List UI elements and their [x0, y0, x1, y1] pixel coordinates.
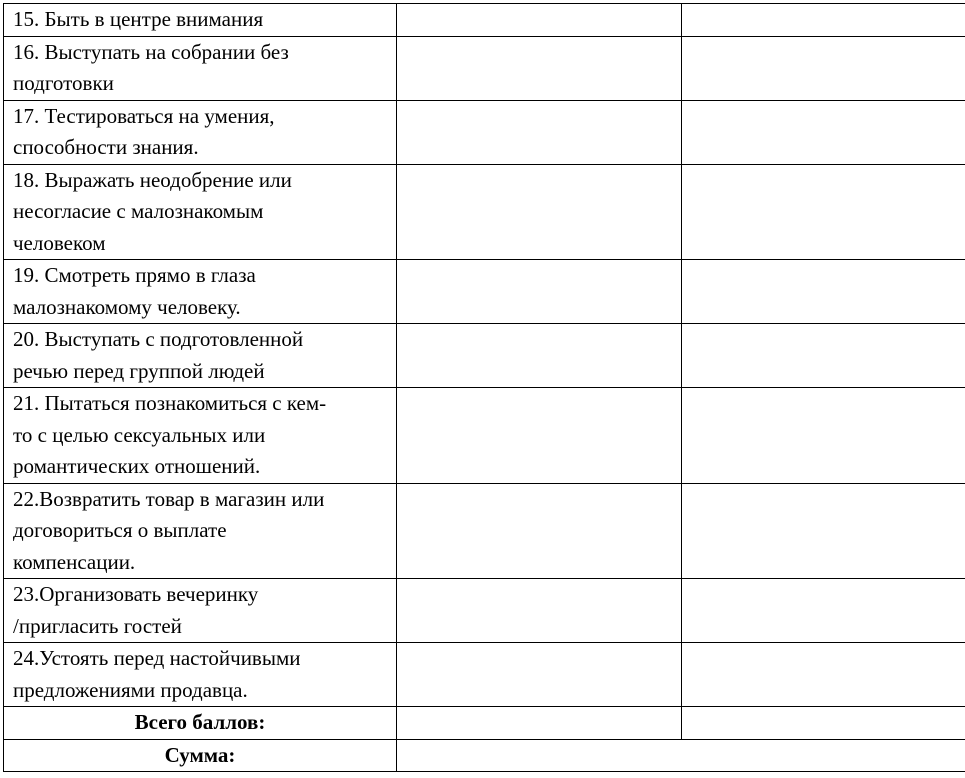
item-text-line: человеком	[13, 230, 106, 255]
table-row	[4, 4, 965, 37]
sum-cell[interactable]	[397, 739, 965, 772]
score-cell-1[interactable]	[397, 36, 682, 100]
total-label: Всего баллов:	[4, 707, 397, 740]
score-cell-2[interactable]	[682, 388, 965, 484]
item-text-cell	[4, 579, 397, 643]
table-row	[4, 36, 965, 100]
item-text-line: компенсации.	[13, 549, 136, 574]
score-cell-1[interactable]	[397, 324, 682, 388]
score-cell-1[interactable]	[397, 100, 682, 164]
item-text-cell	[4, 388, 397, 484]
item-text-line: то с целью сексуальных или	[13, 422, 266, 447]
score-cell-2[interactable]	[682, 36, 965, 100]
score-cell-1[interactable]	[397, 643, 682, 707]
item-text-line: способности знания.	[13, 135, 199, 159]
sum-row	[4, 739, 965, 772]
score-cell-2[interactable]	[682, 643, 965, 707]
item-text-line: 21. Пытаться познакомиться с кем-	[13, 391, 327, 415]
score-cell-1[interactable]	[397, 579, 682, 643]
item-text-line: 16. Выступать на собрании без	[13, 39, 289, 64]
item-text-line: 24.Устоять перед настойчивыми	[13, 646, 301, 670]
table-row	[4, 579, 965, 643]
score-cell-1[interactable]	[397, 388, 682, 484]
score-cell-2[interactable]	[682, 579, 965, 643]
item-text-line: речью перед группой людей	[13, 358, 265, 383]
score-cell-2[interactable]	[682, 260, 965, 324]
score-cell-1[interactable]	[397, 260, 682, 324]
item-text-line: 23.Организовать вечеринку	[13, 582, 259, 606]
item-text-line: романтических отношений.	[13, 454, 261, 478]
item-text-line: 15. Быть в центре внимания	[13, 7, 264, 31]
item-text-cell	[4, 4, 397, 37]
score-cell-2[interactable]	[682, 483, 965, 579]
score-cell-1[interactable]	[397, 4, 682, 37]
item-text-line: предложениями продавца.	[13, 677, 248, 702]
table-row	[4, 643, 965, 707]
score-cell-2[interactable]	[682, 4, 965, 37]
sum-label: Сумма:	[4, 739, 397, 772]
table-row	[4, 100, 965, 164]
total-cell-1[interactable]	[397, 707, 682, 740]
score-cell-1[interactable]	[397, 164, 682, 260]
item-text-cell	[4, 100, 397, 164]
table-row	[4, 324, 965, 388]
table-row	[4, 388, 965, 484]
score-cell-2[interactable]	[682, 164, 965, 260]
questionnaire-table	[3, 3, 965, 772]
item-text-line: /пригласить гостей	[13, 613, 182, 638]
table-row	[4, 164, 965, 260]
item-text-cell	[4, 164, 397, 260]
item-text-cell	[4, 483, 397, 579]
item-text-line: малознакомому человеку.	[13, 294, 241, 319]
item-text-cell	[4, 324, 397, 388]
total-row	[4, 707, 965, 740]
item-text-cell	[4, 36, 397, 100]
item-text-line: 18. Выражать неодобрение или	[13, 167, 292, 192]
item-text-line: несогласие с малознакомым	[13, 199, 264, 223]
item-text-cell	[4, 260, 397, 324]
table-row	[4, 260, 965, 324]
score-cell-2[interactable]	[682, 324, 965, 388]
item-text-line: 20. Выступать с подготовленной	[13, 327, 304, 351]
item-text-line: 22.Возвратить товар в магазин или	[13, 486, 325, 511]
table-row	[4, 483, 965, 579]
item-text-cell	[4, 643, 397, 707]
score-cell-2[interactable]	[682, 100, 965, 164]
score-cell-1[interactable]	[397, 483, 682, 579]
item-text-line: 17. Тестироваться на умения,	[13, 103, 275, 128]
item-text-line: договориться о выплате	[13, 518, 227, 542]
total-cell-2[interactable]	[682, 707, 965, 740]
item-text-line: 19. Смотреть прямо в глаза	[13, 263, 256, 287]
item-text-line: подготовки	[13, 71, 114, 95]
